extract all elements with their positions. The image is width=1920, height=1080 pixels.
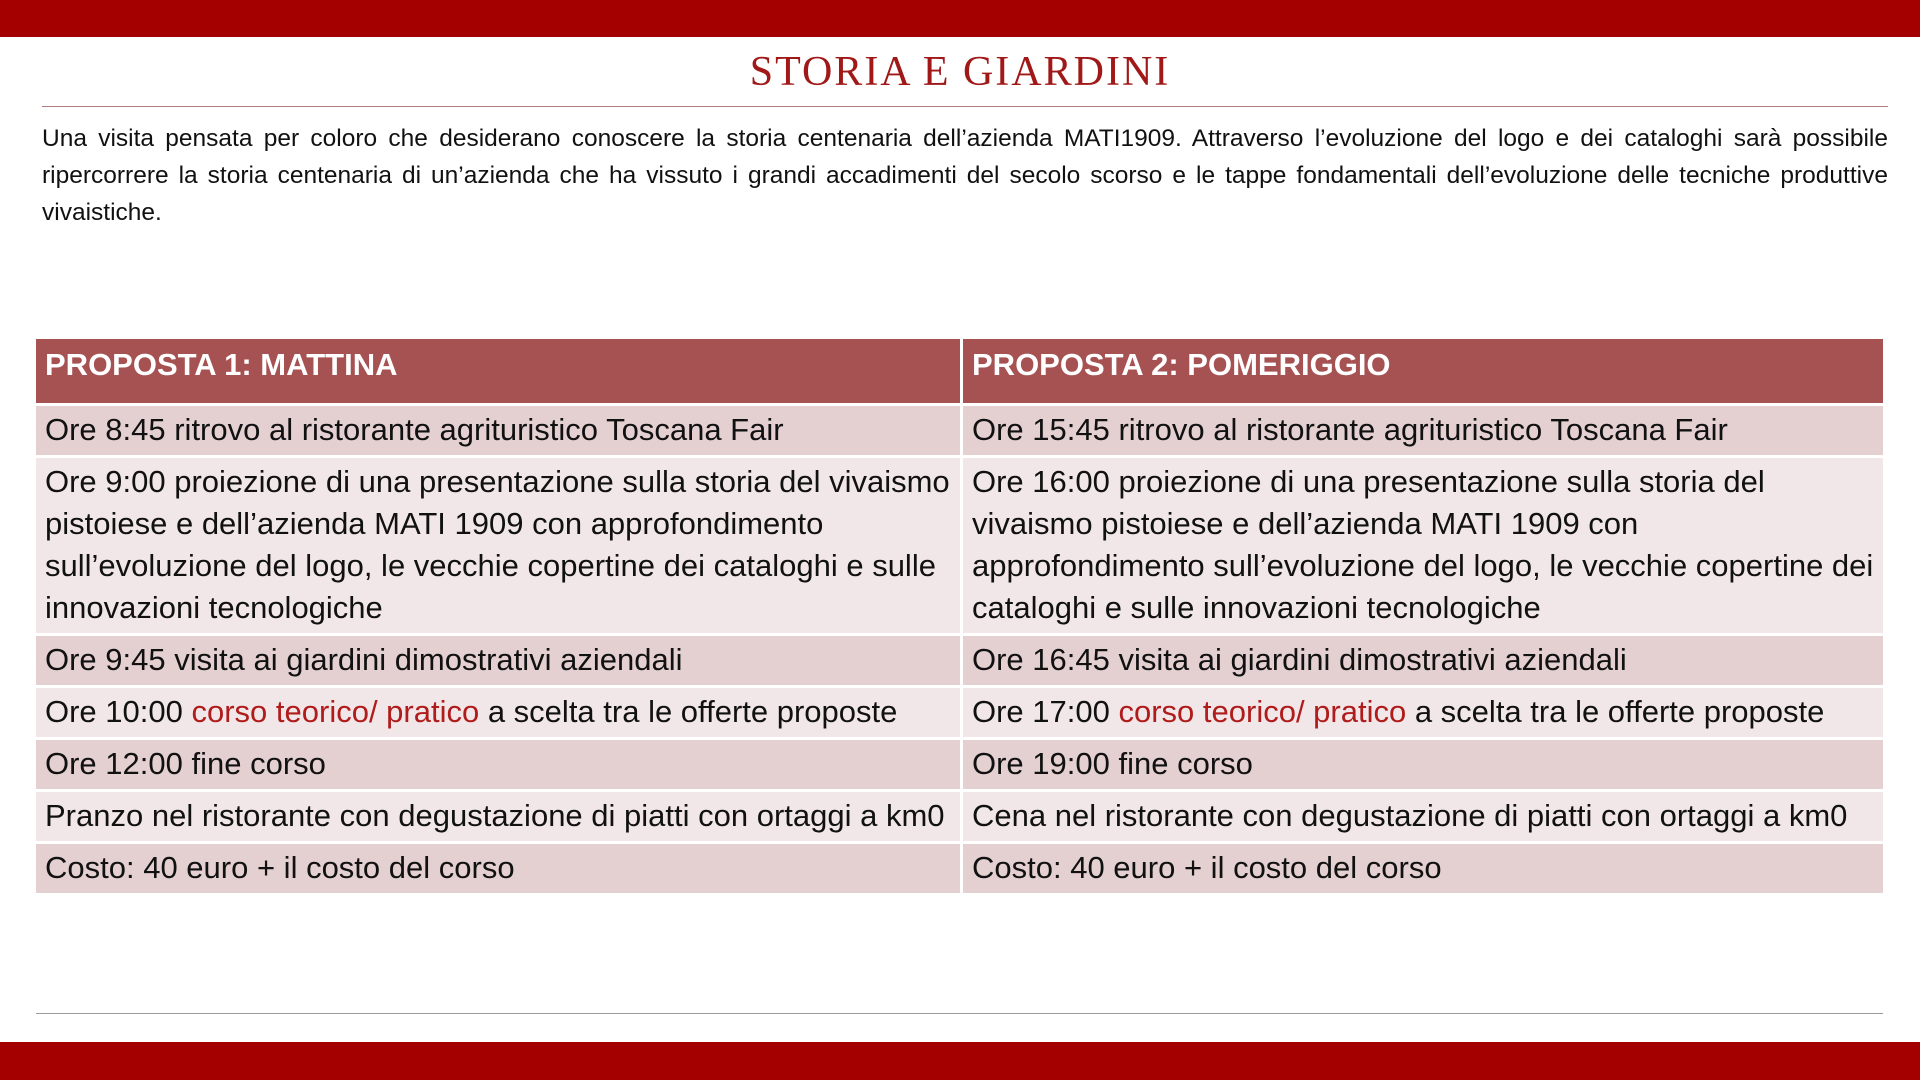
- table-header-row: [36, 339, 1883, 406]
- table-bottom-divider: [36, 1013, 1883, 1014]
- page-title: STORIA E GIARDINI: [749, 49, 1171, 95]
- time-text: Ore 17:00: [972, 694, 1119, 729]
- title-divider: [42, 106, 1888, 107]
- table-row: [36, 458, 1883, 636]
- course-highlight: corso teorico/ pratico: [1118, 694, 1407, 729]
- top-banner-bar: [0, 0, 1920, 37]
- schedule-table: [36, 339, 1883, 896]
- header-proposal-afternoon: PROPOSTA 2: POMERIGGIO: [963, 339, 1883, 406]
- afternoon-cell: Costo: 40 euro + il costo del corso: [963, 844, 1883, 896]
- morning-cell: Ore 12:00 fine corso: [36, 740, 963, 792]
- afternoon-cell: Ore 16:45 visita ai giardini dimostrativi aziendali: [963, 636, 1883, 688]
- time-text: Ore 10:00: [45, 694, 192, 729]
- table-row: [36, 844, 1883, 896]
- morning-cell: Ore 9:00 proiezione di una presentazione sulla storia del vivaismo pistoiese e dell’azienda MATI 1909 con approfondimento sull’evoluzione del logo, le vecchie copertine dei cataloghi e sulle innovazioni tecnologiche: [36, 458, 963, 636]
- bottom-banner-bar: [0, 1042, 1920, 1080]
- morning-cell: Costo: 40 euro + il costo del corso: [36, 844, 963, 896]
- morning-cell: [36, 688, 963, 740]
- morning-cell: Ore 8:45 ritrovo al ristorante agrituristico Toscana Fair: [36, 406, 963, 458]
- course-highlight: corso teorico/ pratico: [191, 694, 480, 729]
- course-text: a scelta tra le offerte proposte: [479, 694, 898, 729]
- afternoon-cell: Ore 19:00 fine corso: [963, 740, 1883, 792]
- morning-cell: Pranzo nel ristorante con degustazione di piatti con ortaggi a km0: [36, 792, 963, 844]
- afternoon-cell: [963, 688, 1883, 740]
- intro-paragraph: Una visita pensata per coloro che desiderano conoscere la storia centenaria dell’azienda MATI1909. Attraverso l’evoluzione del logo e dei cataloghi sarà possibile ripercorrere la storia centenaria di un’azienda che ha vissuto i grandi accadimenti del secolo scorso e le tappe fondamentali dell’evoluzione delle tecniche produttive vivaistiche.: [42, 125, 1888, 226]
- morning-cell: Ore 9:45 visita ai giardini dimostrativi aziendali: [36, 636, 963, 688]
- table-row: [36, 636, 1883, 688]
- table-row: [36, 740, 1883, 792]
- table-row: [36, 688, 1883, 740]
- header-proposal-morning: PROPOSTA 1: MATTINA: [36, 339, 963, 406]
- table-row: [36, 406, 1883, 458]
- afternoon-cell: Cena nel ristorante con degustazione di piatti con ortaggi a km0: [963, 792, 1883, 844]
- afternoon-cell: Ore 15:45 ritrovo al ristorante agrituristico Toscana Fair: [963, 406, 1883, 458]
- afternoon-cell: Ore 16:00 proiezione di una presentazione sulla storia del vivaismo pistoiese e dell’azienda MATI 1909 con approfondimento sull’evoluzione del logo, le vecchie copertine dei cataloghi e sulle innovazioni tecnologiche: [963, 458, 1883, 636]
- table-row: [36, 792, 1883, 844]
- course-text: a scelta tra le offerte proposte: [1406, 694, 1825, 729]
